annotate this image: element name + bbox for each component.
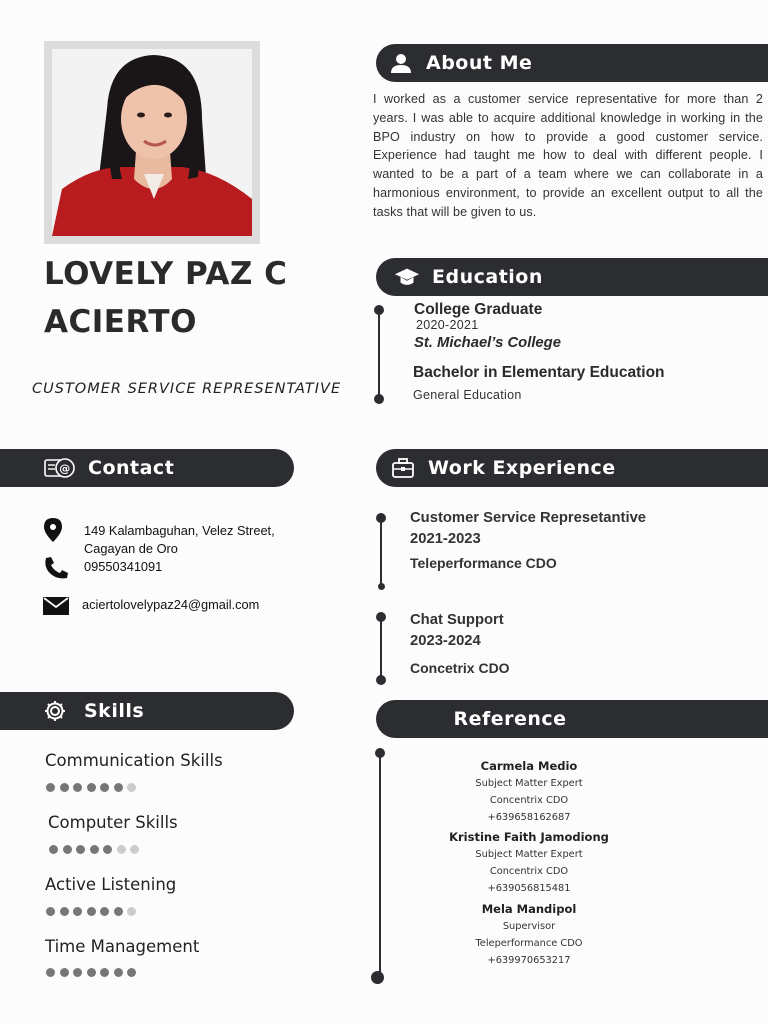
reference-position: Supervisor [502, 921, 556, 932]
skill-dot [127, 783, 136, 792]
reference-company: Concentrix CDO [489, 866, 569, 877]
work-experience-header [376, 449, 768, 487]
timeline-dot [376, 675, 386, 685]
skill-dot [130, 845, 139, 854]
timeline-dot [376, 612, 386, 622]
skill-rating [46, 968, 136, 977]
reference-company: Teleperformance CDO [475, 938, 583, 949]
skill-dot [90, 845, 99, 854]
skill-dot [87, 783, 96, 792]
education-degree: Bachelor in Elementary Education [413, 364, 665, 381]
job-company: Concetrix CDO [410, 660, 510, 676]
reference-phone: +639970653217 [487, 955, 571, 966]
reference-entry [440, 757, 618, 826]
education-school: St. Michael’s College [414, 335, 561, 351]
timeline-dot [371, 971, 384, 984]
timeline-dot [376, 513, 386, 523]
timeline-dot [374, 305, 384, 315]
user-icon [388, 50, 414, 76]
skill-name: Active Listening [45, 875, 177, 894]
job-role: CUSTOMER SERVICE REPRESENTATIVE [32, 381, 342, 397]
skill-dot [76, 845, 85, 854]
skill-dot [49, 845, 58, 854]
gear-icon [42, 698, 68, 724]
skill-rating [46, 907, 136, 916]
job-company: Teleperformance CDO [410, 555, 557, 571]
location-pin-icon [44, 518, 62, 547]
education-heading: Education [432, 266, 543, 288]
work-experience-heading: Work Experience [428, 457, 616, 479]
reference-position: Subject Matter Expert [475, 849, 583, 860]
contact-heading: Contact [88, 457, 175, 479]
skill-dot [114, 783, 123, 792]
timeline-dot [374, 394, 384, 404]
candidate-name [44, 250, 344, 346]
education-years: 2020-2021 [416, 318, 479, 332]
education-header [376, 258, 768, 296]
profile-photo-frame [44, 41, 260, 244]
skill-dot [127, 907, 136, 916]
phone-icon [43, 556, 69, 585]
email-icon [43, 596, 69, 621]
address-line-2: Cagayan de Oro [84, 541, 178, 556]
skill-dot [100, 783, 109, 792]
skill-dot [73, 907, 82, 916]
about-me-header [376, 44, 768, 82]
skill-rating [49, 845, 139, 854]
skill-name: Computer Skills [48, 813, 178, 832]
skill-dot [87, 907, 96, 916]
skills-header [0, 692, 294, 730]
contact-email[interactable]: aciertolovelypaz24@gmail.com [82, 597, 260, 612]
reference-phone: +639658162687 [487, 812, 571, 823]
job-years: 2023-2024 [410, 633, 481, 649]
skill-dot [100, 968, 109, 977]
skill-dot [60, 907, 69, 916]
skill-dot [46, 783, 55, 792]
reference-entry [440, 900, 618, 969]
work-timeline [380, 618, 382, 680]
contact-card-icon [44, 455, 76, 481]
skill-dot [60, 968, 69, 977]
profile-photo [52, 49, 252, 236]
timeline-dot [375, 748, 385, 758]
briefcase-icon [390, 455, 416, 481]
reference-name: Kristine Faith Jamodiong [449, 830, 609, 844]
name-line-1: LOVELY PAZ C [44, 256, 288, 292]
about-me-text: I worked as a customer service representative for more than 2 years. I was able to acquire additional knowledge in working in the BPO industry on how to provide a good customer service. Experience had taught me how to deal with different people. I wanted to be a part of a team where we can collaborate in a harmonious environment, to provide an excellent output to all the tasks that will be given to us. [373, 92, 763, 219]
skill-dot [73, 783, 82, 792]
skill-dot [46, 968, 55, 977]
graduation-cap-icon [394, 264, 420, 290]
reference-heading: Reference [453, 708, 567, 730]
portrait-illustration [52, 49, 252, 236]
skill-dot [103, 845, 112, 854]
reference-position: Subject Matter Expert [475, 778, 583, 789]
reference-phone: +639056815481 [487, 883, 571, 894]
reference-timeline [379, 754, 381, 976]
skill-dot [127, 968, 136, 977]
education-program: General Education [413, 388, 522, 402]
job-years: 2021-2023 [410, 531, 481, 547]
education-title: College Graduate [414, 301, 543, 318]
reference-name: Carmela Medio [480, 759, 578, 773]
job-title: Customer Service Represetantive [410, 510, 647, 526]
about-me-heading: About Me [426, 52, 533, 74]
reference-company: Concentrix CDO [489, 795, 569, 806]
work-timeline [380, 519, 382, 587]
skill-dot [63, 845, 72, 854]
skill-dot [100, 907, 109, 916]
skill-name: Time Management [45, 937, 200, 956]
skill-dot [117, 845, 126, 854]
skill-dot [87, 968, 96, 977]
education-timeline [378, 310, 380, 398]
timeline-dot [378, 583, 385, 590]
reference-entry [440, 828, 618, 897]
skill-dot [114, 907, 123, 916]
skill-name: Communication Skills [45, 751, 223, 770]
address-line-1: 149 Kalambaguhan, Velez Street, [84, 523, 275, 538]
contact-phone: 09550341091 [84, 559, 163, 574]
skills-heading: Skills [84, 700, 145, 722]
skill-dot [73, 968, 82, 977]
reference-name: Mela Mandipol [481, 902, 577, 916]
reference-header [376, 700, 768, 738]
skill-rating [46, 783, 136, 792]
contact-header [0, 449, 294, 487]
name-line-2: ACIERTO [44, 304, 197, 340]
svg-text:@: @ [59, 462, 71, 475]
skill-dot [46, 907, 55, 916]
job-title: Chat Support [410, 612, 504, 628]
contact-address [84, 522, 275, 576]
skill-dot [114, 968, 123, 977]
skill-dot [60, 783, 69, 792]
